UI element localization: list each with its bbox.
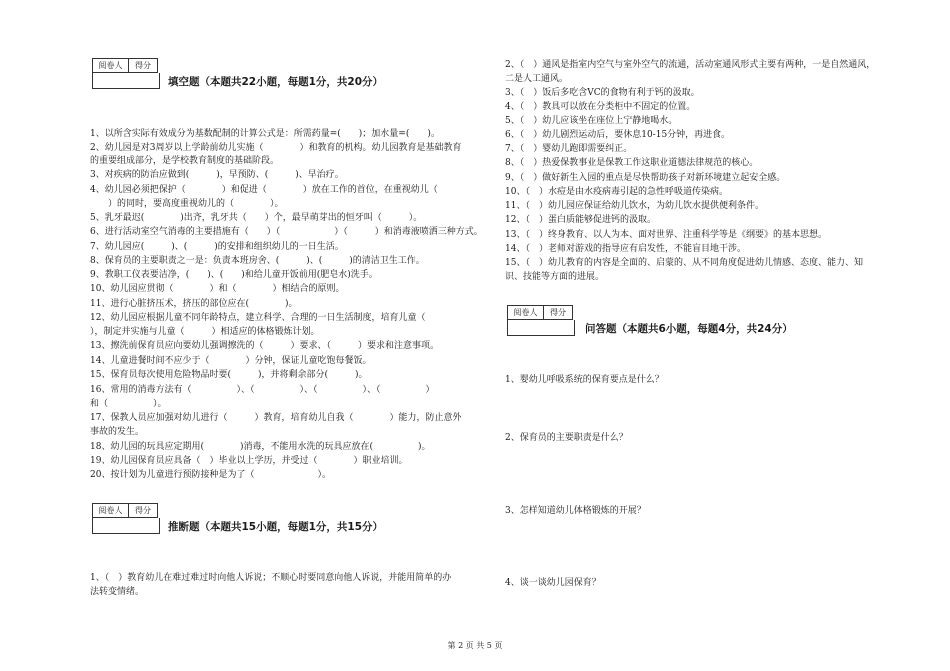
judge-item: 识、技能等方面的进展。 — [505, 272, 605, 282]
fill-item: 2、幼儿园是对3周岁以上学龄前幼儿实施（ ）和教育的机构。幼儿园教育是基础教育 — [90, 143, 462, 153]
fill-item: 9、教职工仪表要洁净，( )、( )和给儿童开饭前用(肥皂水)洗手。 — [90, 270, 378, 280]
score-label: 得分 — [550, 308, 566, 317]
score-label: 得分 — [135, 506, 151, 515]
judge-item: 1、（ ）教育幼儿在难过难过时向他人诉说；不顺心时要同意向他人诉说，并能用简单的办 — [90, 573, 452, 583]
qa-section-title: 问答题（本题共6小题，每题4分，共24分） — [585, 323, 793, 335]
fill-item: 20、按计划为儿童进行预防接种是为了（ ）。 — [90, 470, 331, 480]
judge-item: 11、（ ）幼儿园应保证给幼儿饮水，为幼儿饮水提供便利条件。 — [505, 201, 764, 211]
judge-item: 13、（ ）终身教育、以人为本、面对世界、注重科学等是《纲要》的基本思想。 — [505, 230, 827, 240]
fill-item: 3、对疾病的防治应做到( )，早预防、( )、早治疗。 — [90, 170, 344, 180]
fill-item: 12、幼儿园应根据儿童不同年龄特点，建立科学、合理的一日生活制度，培育儿童（ — [90, 313, 426, 323]
fill-item: 7、幼儿园应( )、( )的安排和组织幼儿的一日生活。 — [90, 242, 344, 252]
qa-item: 4、谈一谈幼儿园保育？ — [505, 578, 601, 588]
fill-item: 8、保育员的主要职责之一是：负责本班房舍、( )、( )的清洁卫生工作。 — [90, 256, 425, 266]
fill-item: 事故的发生。 — [90, 427, 145, 437]
page-footer: 第 2 页 共 5 页 — [447, 641, 503, 650]
fill-item: ），制定并实施与儿童（ ）相适应的体格锻炼计划。 — [90, 327, 320, 337]
judge-item: 8、（ ）热爱保教事业是保教工作这职业道德法律规范的核心。 — [505, 158, 759, 168]
judge-item: 3、（ ）饭后多吃含VC的食物有利于钙的汲取。 — [505, 88, 700, 98]
fill-item: 的重要组成部分，是学校教育制度的基础阶段。 — [90, 156, 280, 166]
judge-item: 二是人工通风。 — [505, 74, 569, 84]
fill-item: 和（ ）。 — [90, 399, 167, 409]
judge-item: 10、（ ）水痘是由水疫病毒引起的急性呼吸道传染病。 — [505, 187, 728, 197]
judge-item: 7、（ ）婴幼儿跑即需要纠正。 — [505, 144, 633, 154]
judge-item: 4、（ ）教具可以放在分类柜中不固定的位置。 — [505, 102, 696, 112]
score-label: 得分 — [135, 61, 151, 70]
judge-item: 6、（ ）幼儿剧烈运动后，要休息10-15分钟，再进食。 — [505, 130, 731, 140]
fill-item: 19、幼儿园保育员应具备（ ）毕业以上学历，并受过（ ）职业培训。 — [90, 456, 408, 466]
judge-item: 法转变情绪。 — [90, 587, 145, 597]
fill-item: 16、常用的消毒方法有（ ）、（ ）、（ ）、（ ） — [90, 385, 435, 395]
judge-item: 2、（ ）通风是指室内空气与室外空气的流通，活动室通风形式主要有两种，一是自然通风， — [505, 60, 876, 70]
fill-item: 4、幼儿园必须把保护（ ）和促进（ ）放在工作的首位，在重视幼儿（ — [90, 185, 438, 195]
fill-item: 11、进行心脏挤压术，挤压的部位应在( )。 — [90, 299, 298, 309]
judge-score-box — [92, 503, 158, 518]
judge-section-title: 推断题（本题共15小题，每题1分，共15分） — [168, 521, 384, 533]
fill-item: 17、保教人员应加强对幼儿进行（ ）教育，培育幼儿自我（ ）能力，防止意外 — [90, 413, 462, 423]
scorer-label: 阅卷人 — [93, 59, 129, 72]
qa-item: 1、婴幼儿呼吸系统的保育要点是什么？ — [505, 375, 664, 385]
judge-item: 9、（ ）做好新生入园的重点是尽快帮助孩子对新环境建立起安全感。 — [505, 173, 786, 183]
judge-item: 14、（ ）老师对游戏的指导应有启发性，不能盲目地干涉。 — [505, 244, 746, 254]
fill-item: 13、擦洗前保育员应向要幼儿强调擦洗的（ ）要求、（ ）要求和注意事项。 — [90, 341, 439, 351]
fill-section-title: 填空题（本题共22小题，每题1分，共20分） — [168, 76, 384, 88]
fill-item: 5、乳牙最迟( )出齐，乳牙共（ ）个，最早萌芽出的恒牙叫（ ）。 — [90, 213, 423, 223]
judge-item: 15、（ ）幼儿教育的内容是全面的、启蒙的、从不同角度促进幼儿情感、态度、能力、知 — [505, 258, 863, 268]
fill-item: 14、儿童进餐时间不应少于（ ）分钟，保证儿童吃饱每餐饭。 — [90, 356, 372, 366]
qa-item: 2、保育员的主要职责是什么？ — [505, 433, 628, 443]
fill-item: 6、进行活动室空气消毒的主要措施有（ ）（ ）（ ）和消毒液喷洒三种方式。 — [90, 227, 483, 237]
fill-item: 10、幼儿园应贯彻（ ）和（ ）相结合的原则。 — [90, 284, 345, 294]
qa-item: 3、怎样知道幼儿体格锻炼的开展？ — [505, 506, 646, 516]
fill-item: 1、以所含实际有效成分为基数配制的计算公式是：所需药量=( )；加水量=( )。 — [90, 129, 440, 139]
fill-item: 18、幼儿园的玩具应定期用( )消毒，不能用水洗的玩具应放在( )。 — [90, 442, 431, 452]
fill-item: ）的同时，要高度重视幼儿的（ ）。 — [90, 199, 284, 209]
judge-item: 12、（ ）蛋白质能够促进钙的汲取。 — [505, 215, 656, 225]
judge-item: 5、（ ）幼儿应该坐在座位上宁静地喝水。 — [505, 116, 678, 126]
scorer-label: 阅卷人 — [508, 306, 544, 319]
fill-item: 15、保育员每次使用危险物品时要( )，并将剩余部分( )。 — [90, 370, 368, 380]
qa-score-box — [507, 305, 573, 320]
scorer-label: 阅卷人 — [93, 504, 129, 517]
fill-score-box — [92, 58, 158, 73]
